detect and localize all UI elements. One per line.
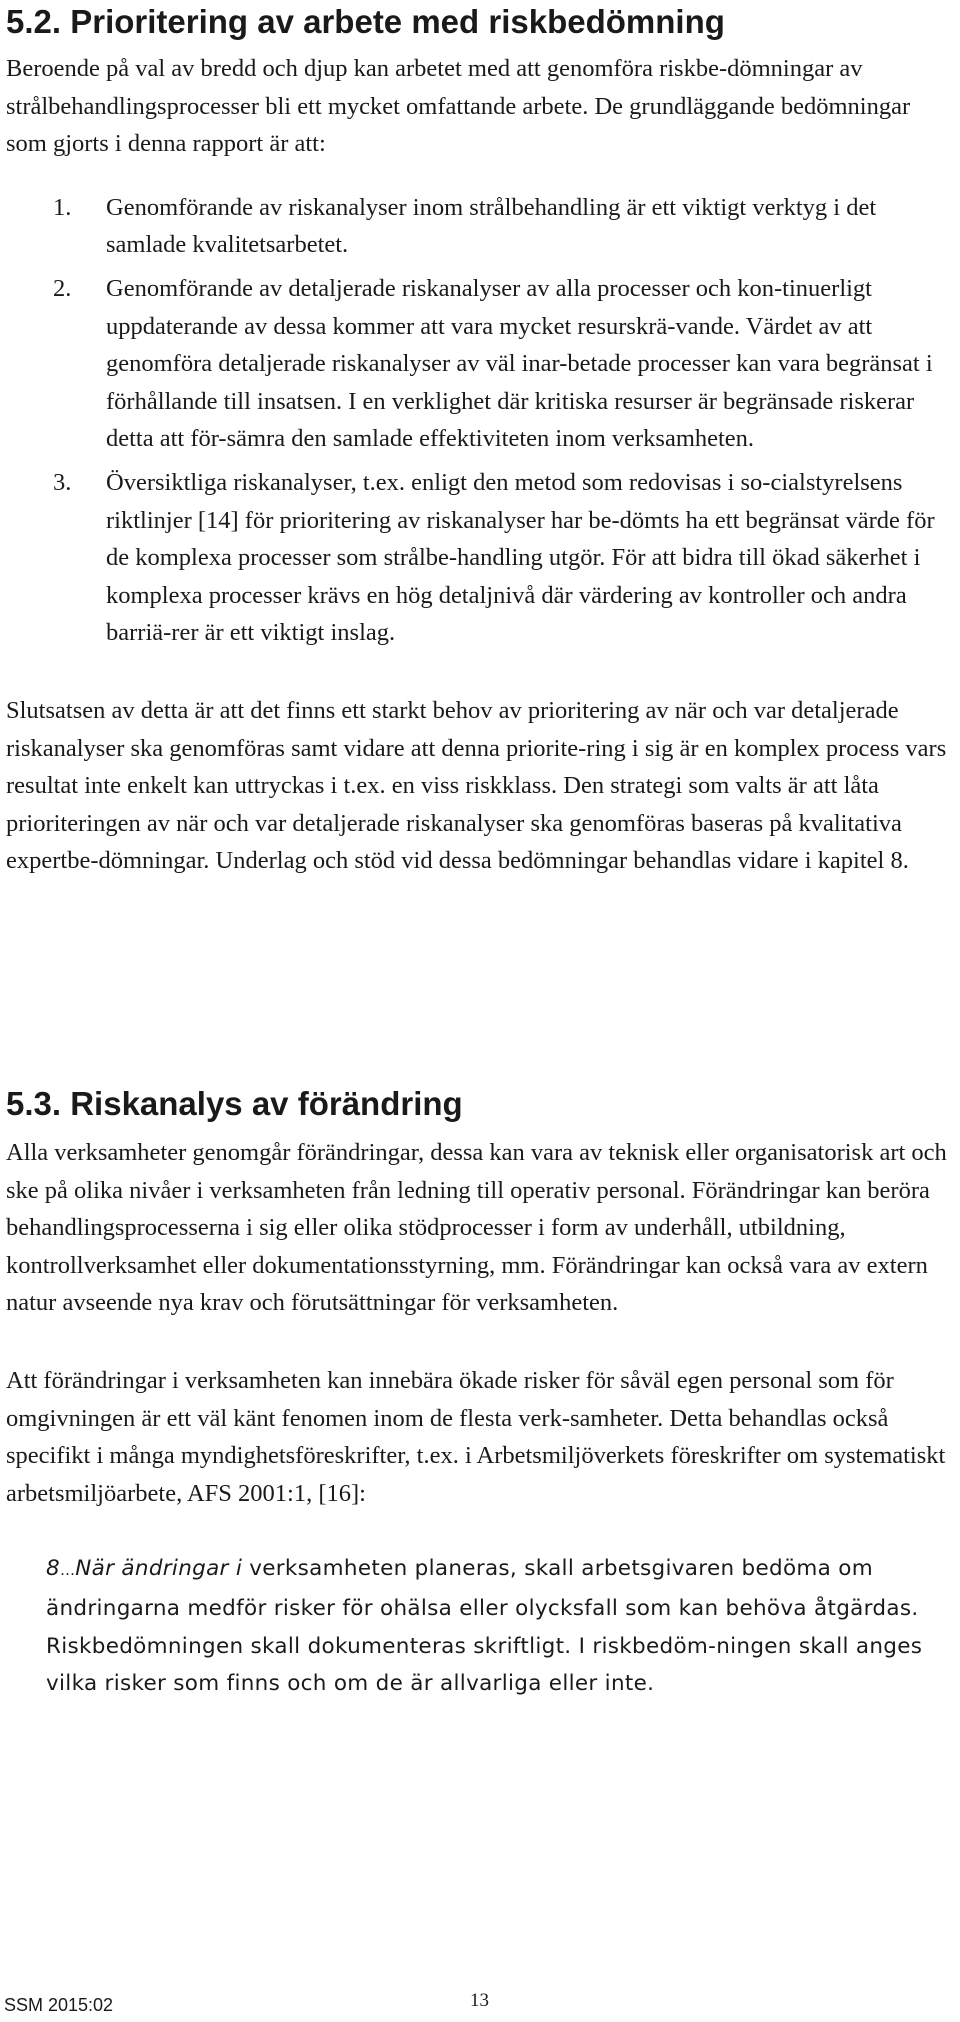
list-item — [6, 270, 950, 458]
quote-ellipsis: … — [59, 1561, 76, 1580]
list-item — [6, 464, 950, 652]
section-5-2 — [6, 2, 950, 880]
regulation-quote — [6, 1550, 950, 1702]
list-item-text: Genomförande av detaljerade riskanalyser av alla processer och kon-tinuerligt uppdaterande av dessa kommer att vara mycket resurskrä-vande. Värdet av att genomföra detaljerade riskanalyser av väl inar-betade processer kan vara begränsat i förhållande till insatsen. I en verklighet där kritiska resurser är begränsade riskerar detta att för-sämra den samlade effektiviteten inom verksamheten. — [106, 274, 933, 453]
body-paragraph: Alla verksamheter genomgår förändringar, dessa kan vara av teknisk eller organisatorisk art och ske på olika nivåer i verksamheten från ledning till operativ personal. Förändringar kan beröra behandlingsprocesserna i sig eller olika stödprocesser i form av underhåll, utbildning, kontrollverksamhet eller dokumentationsstyrning, mm. Förändringar kan också vara av extern natur avseende nya krav och förutsättningar för verksamheten. — [6, 1139, 947, 1317]
list-item-text: Översiktliga riskanalyser, t.ex. enligt den metod som redovisas i so-cialstyrelsens riktlinjer [14] för prioritering av riskanalyser har be-dömts ha ett begränsat värde för de komplexa processer som strålbe-handling utgör. För att bidra till ökad säkerhet i komplexa processer krävs en hög detaljnivå där värdering av kontroller och andra barriä-rer är ett viktigt inslag. — [106, 468, 935, 647]
conclusion-paragraph: Slutsatsen av detta är att det finns ett starkt behov av prioritering av när och var detaljerade riskanalyser ska genomföras samt vidare att denna priorite-ring i sig är en komplex process vars resultat inte enkelt kan uttryckas i t.ex. en viss riskklass. Den strategi som valts är att låta prioriteringen av när och var detaljerade riskanalyser ska genomföras baseras på kvalitativa expertbe-dömningar. Underlag och stöd vid dessa bedömningar behandlas vidare i kapitel 8. — [6, 696, 947, 875]
list-item-text: Genomförande av riskanalyser inom strålbehandling är ett viktigt verktyg i det samlade kvalitetsarbetet. — [106, 193, 877, 259]
intro-paragraph: Beroende på val av bredd och djup kan arbetet med att genomföra riskbe-dömningar av strålbehandlingsprocesser bli ett mycket omfattande arbete. De grundläggande bedömningar som gjorts i denna rapport är att: — [6, 55, 911, 158]
footer-publication: SSM 2015:02 — [4, 1995, 114, 2015]
page-number: 13 — [470, 1990, 489, 2011]
section-heading: 5.2. Prioritering av arbete med riskbedömning — [6, 3, 725, 40]
quote-paragraph-number: 8 — [46, 1556, 60, 1582]
list-item-number: 2. — [53, 274, 72, 302]
body-paragraph: Att förändringar i verksamheten kan innebära ökade risker för såväl egen personal som för omgivningen är ett väl känt fenomen inom de flesta verk-samheter. Detta behandlas också specifikt i många myndighetsföreskrifter, t.ex. i Arbetsmiljöverkets föreskrifter om systematiskt arbetsmiljöarbete, AFS 2001:1, [16]: — [6, 1366, 946, 1507]
quote-lead-text: När ändringar i — [75, 1556, 243, 1582]
section-5-3 — [6, 1084, 950, 1703]
assessment-list — [6, 189, 950, 652]
section-heading: 5.3. Riskanalys av förändring — [6, 1085, 463, 1122]
quote-body: verksamheten planeras, skall arbetsgivaren bedöma om ändringarna medför risker för ohälsa eller olycksfall som kan behöva åtgärdas. Riskbedömningen skall dokumenteras skriftligt. I riskbedöm-ningen skall anges vilka risker som finns och om de är allvarliga eller inte. — [46, 1556, 923, 1697]
list-item — [6, 189, 950, 264]
list-item-number: 3. — [53, 468, 72, 496]
list-item-number: 1. — [53, 193, 72, 221]
